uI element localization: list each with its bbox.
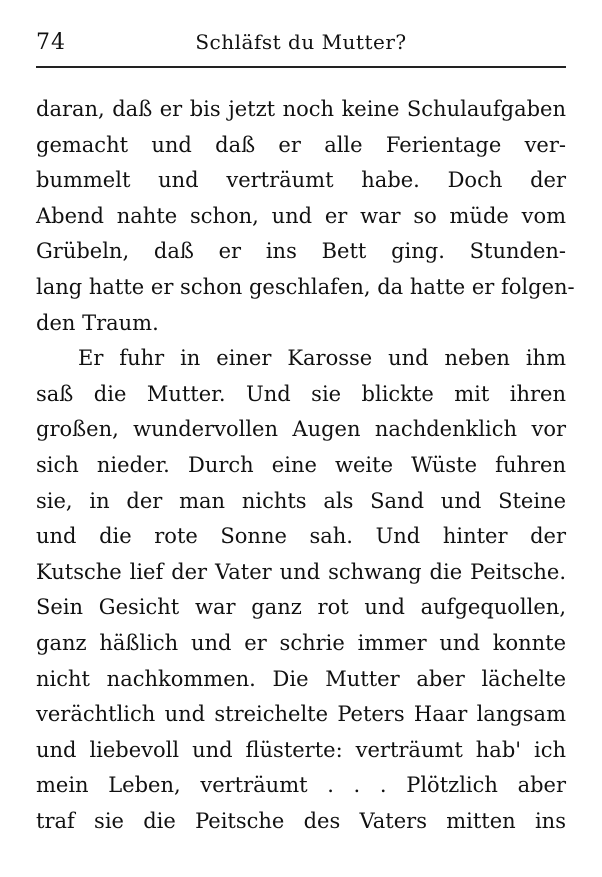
text-line: und die rote Sonne sah. Und hinter der: [36, 524, 566, 549]
text-line: Sein Gesicht war ganz rot und aufgequollen,: [36, 595, 566, 620]
text-line: und liebevoll und flüsterte: verträumt hab' ich: [36, 737, 566, 762]
text-line: sich nieder. Durch eine weite Wüste fuhren: [36, 452, 566, 477]
header-rule: [36, 66, 566, 68]
text-line: den Traum.: [36, 310, 159, 335]
running-title: Schläfst du Mutter?: [195, 30, 407, 54]
page-number: 74: [36, 30, 66, 55]
text-line: daran, daß er bis jetzt noch keine Schulaufgaben: [36, 97, 566, 121]
text-line: lang hatte er schon geschlafen, da hatte er folgen-: [36, 274, 575, 299]
text-line: sie, in der man nichts als Sand und Steine: [36, 488, 566, 513]
text-line: ganz häßlich und er schrie immer und konnte: [36, 630, 566, 655]
text-line: Abend nahte schon, und er war so müde vom: [36, 203, 566, 228]
text-line: bummelt und verträumt habe. Doch der: [36, 168, 566, 193]
text-line: Grübeln, daß er ins Bett ging. Stunden-: [36, 239, 566, 264]
text-line: gemacht und daß er alle Ferientage ver-: [36, 132, 566, 157]
text-line: Er fuhr in einer Karosse und neben ihm: [78, 346, 566, 371]
text-line: traf sie die Peitsche des Vaters mitten ins: [36, 808, 566, 833]
body-text: [36, 92, 575, 839]
text-line: großen, wundervollen Augen nachdenklich vor: [36, 417, 566, 442]
text-line: saß die Mutter. Und sie blickte mit ihren: [36, 381, 566, 406]
text-line: Kutsche lief der Vater und schwang die Peitsche.: [36, 559, 566, 584]
text-line: nicht nachkommen. Die Mutter aber lächelte: [36, 666, 566, 691]
page-header: [36, 24, 566, 64]
text-line: mein Leben, verträumt . . . Plötzlich aber: [36, 773, 566, 798]
text-line: verächtlich und streichelte Peters Haar langsam: [36, 702, 566, 727]
